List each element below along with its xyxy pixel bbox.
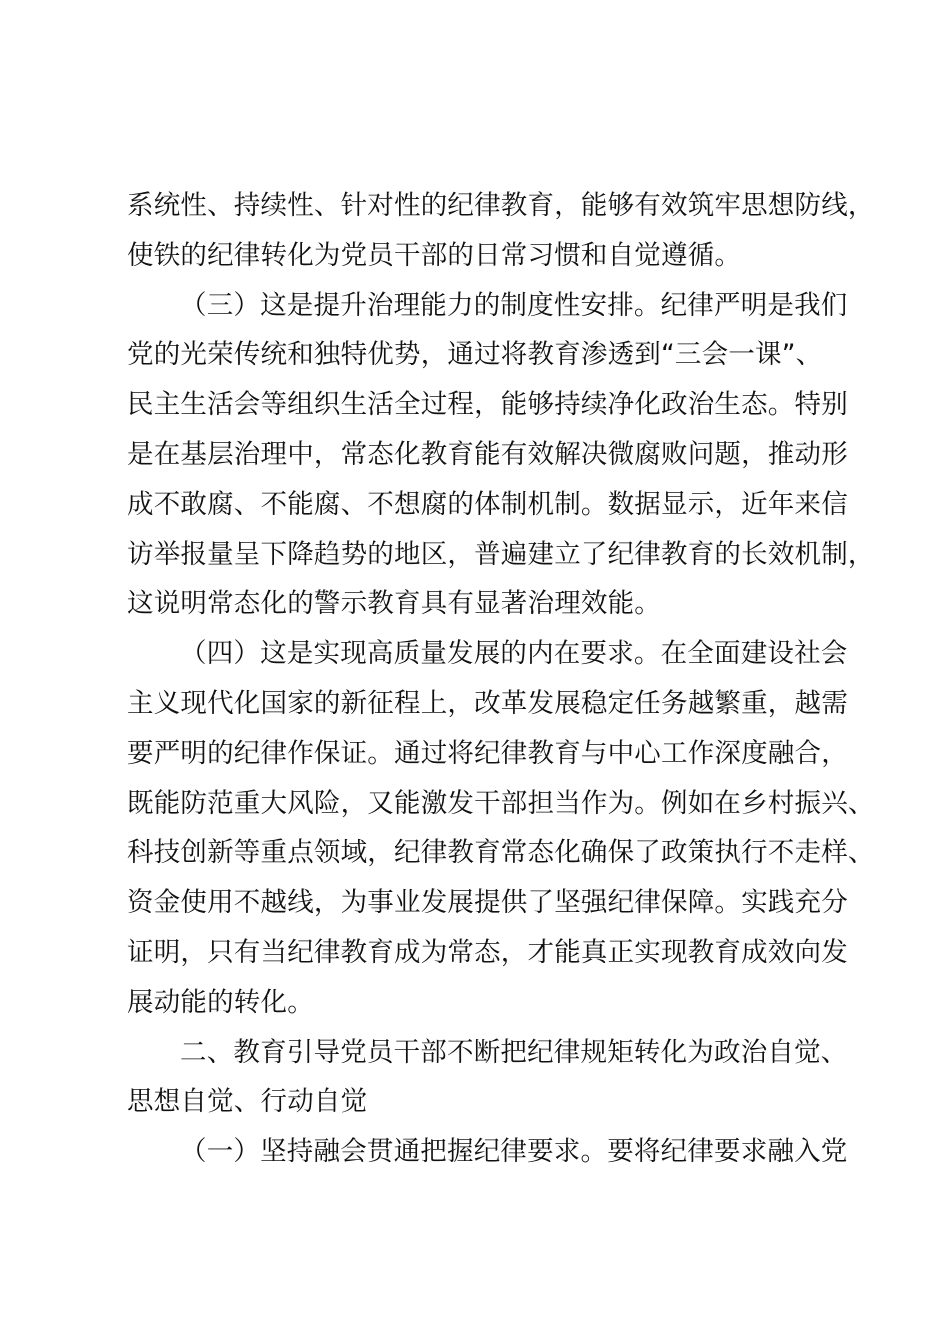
paragraph-heading-yi: （一）坚持融会贯通把握纪律要求。要将纪律要求融入党 — [180, 1136, 848, 1168]
text-line: 资金使用不越线，为事业发展提供了坚强纪律保障。实践充分 — [127, 887, 848, 919]
section-heading-two-continued: 思想自觉、行动自觉 — [127, 1086, 368, 1118]
text-line: 系统性、持续性、针对性的纪律教育，能够有效筑牢思想防线， — [127, 190, 875, 221]
text-line: 这说明常态化的警示教育具有显著治理效能。 — [127, 588, 661, 620]
text-line: 访举报量呈下降趋势的地区，普遍建立了纪律教育的长效机制， — [127, 538, 875, 570]
text-line: 是在基层治理中，常态化教育能有效解决微腐败问题，推动形 — [127, 438, 848, 470]
text-line: 主义现代化国家的新征程上，改革发展稳定任务越繁重，越需 — [127, 687, 848, 719]
text-line: 证明，只有当纪律教育成为常态，才能真正实现教育成效向发 — [127, 936, 848, 968]
body-text — [127, 181, 875, 1177]
paragraph-heading-si: （四）这是实现高质量发展的内在要求。在全面建设社会 — [180, 638, 848, 670]
text-line: 民主生活会等组织生活全过程，能够持续净化政治生态。特别 — [127, 389, 848, 421]
text-line: 科技创新等重点领域，纪律教育常态化确保了政策执行不走样、 — [127, 837, 875, 869]
text-line: 展动能的转化。 — [127, 986, 314, 1018]
section-heading-two: 二、教育引导党员干部不断把纪律规矩转化为政治自觉、 — [180, 1036, 848, 1068]
text-line: 既能防范重大风险，又能激发干部担当作为。例如在乡村振兴、 — [127, 787, 875, 819]
text-line: 使铁的纪律转化为党员干部的日常习惯和自觉遵循。 — [127, 239, 742, 271]
text-line: 党的光荣传统和独特优势，通过将教育渗透到“三会一课”、 — [127, 339, 823, 371]
text-line: 要严明的纪律作保证。通过将纪律教育与中心工作深度融合， — [127, 737, 848, 769]
paragraph-heading-san: （三）这是提升治理能力的制度性安排。纪律严明是我们 — [180, 289, 848, 321]
text-line: 成不敢腐、不能腐、不想腐的体制机制。数据显示，近年来信 — [127, 488, 848, 520]
